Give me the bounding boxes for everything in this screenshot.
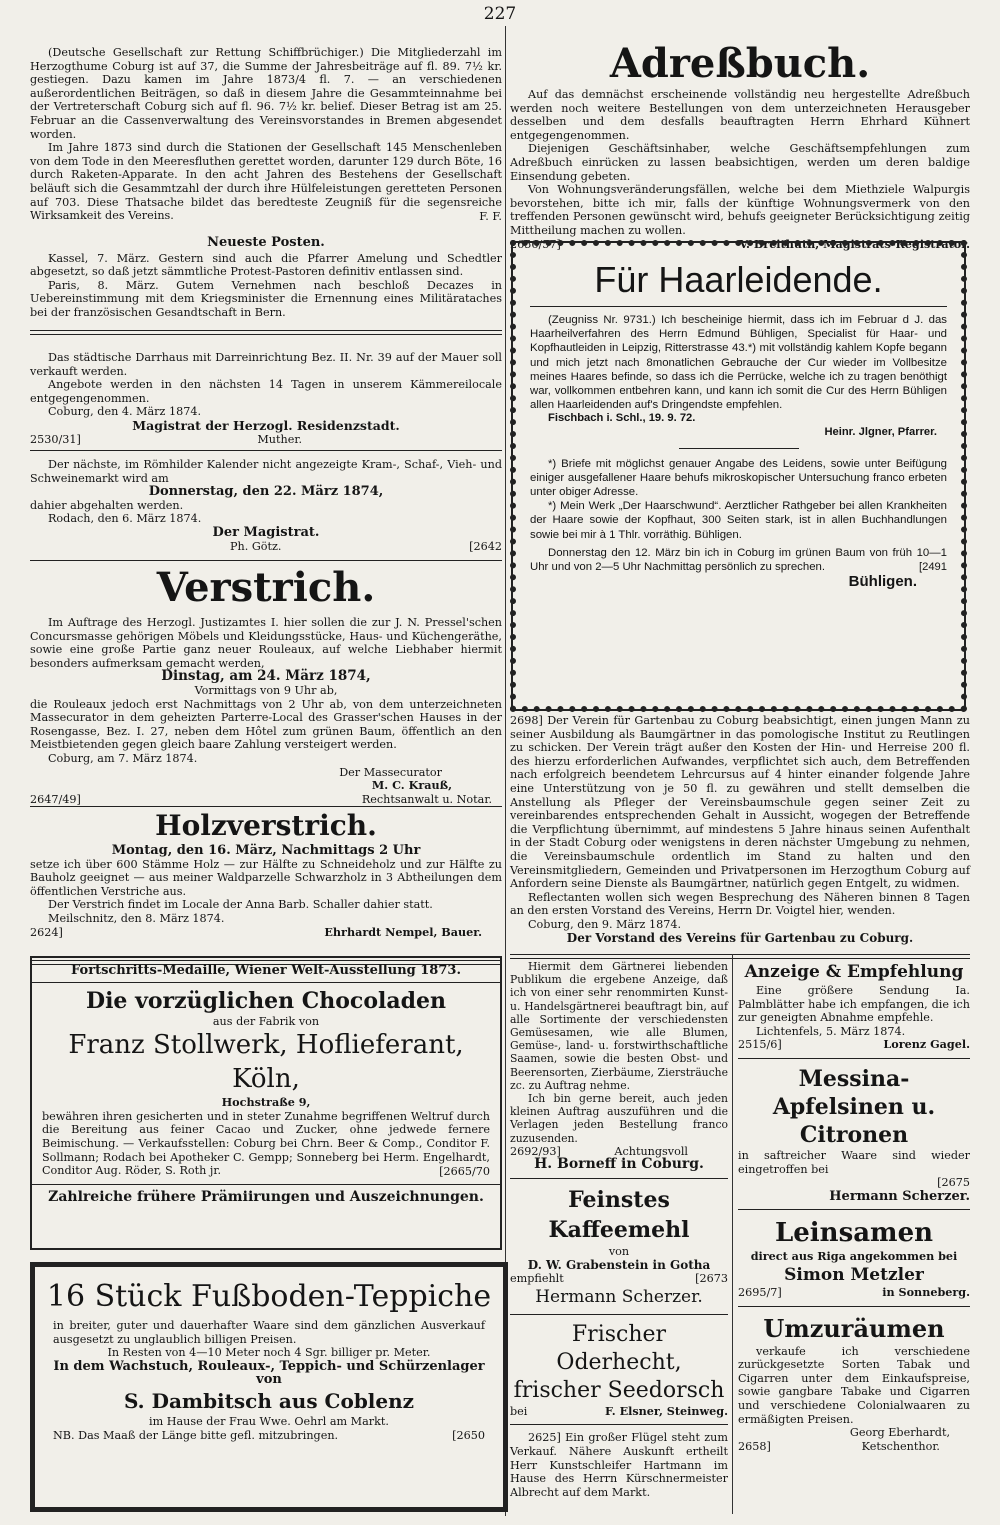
- kaffee-name: Hermann Scherzer.: [535, 1286, 703, 1307]
- verstrich-time: Vormittags von 9 Uhr ab,: [194, 683, 338, 697]
- kaffee-sub: von: [608, 1245, 630, 1259]
- teppich-paragraph-1: in breiter, guter und dauerhafter Waare sind dem gänzlichen Ausverkauf ausgesetzt zu unglaublich billigen Preisen.: [53, 1319, 485, 1346]
- holz-date-line: Montag, den 16. März, Nachmittags 2 Uhr: [111, 843, 421, 858]
- choco-paragraph: bewähren ihren gesicherten und in steter Zunahme begriffenen Weltruf durch die Bereitung aus feiner Cacao und Zucker, ohne jedwede fernere Beimischung. — Verkaufsstellen: Coburg bei Chrn. Beer & Comp., Conditor F. Sollmann; Rodach bei Apotheker C. Gempp; Sonneberg bei Herm. Engelhardt, Conditor Aug. Röder, S. Roth jr.: [42, 1109, 490, 1178]
- rettung-paragraph-1: (Deutsche Gesellschaft zur Rettung Schiffbrüchiger.) Die Mitgliederzahl im Herzogthume Coburg ist auf 37, die Summe der Jahresbeiträge auf fl. 89. 7½ kr. gestiegen. Dazu kamen im Jahre 1873/4 fl. 7. — an verschiedenen außerordentlichen Beiträgen, so daß in diesem Jahre die Gesammteinnahme bei der Vertreterschaft Coburg sich auf fl. 96. 7½ kr. belief. Dieser Betrag ist am 25. Februar an die Cassenverwaltung des Vereinsvorstandes in Bremen abgesendet worden.: [30, 46, 502, 141]
- leinsamen-ref: 2695/7]: [738, 1285, 782, 1299]
- haar-ref: [2491: [919, 561, 947, 574]
- choco-firm: Franz Stollwerk, Hoflieferant, Köln,: [68, 1030, 464, 1095]
- markt-signer: Ph. Götz.: [230, 539, 282, 553]
- verstrich-paragraph-1: Im Auftrage des Herzogl. Justizamtes I. hier sollen die zur J. N. Pressel'schen Concursmasse gehörigen Möbels und Kleidungsstücke, Haus- und Küchengeräthe, sowie eine große Partie ganz neuer Rouleaux, auf welche Liebhaber hiermit besonders aufmerksam gemacht werden,: [30, 616, 502, 670]
- haar-name: Bühligen.: [848, 572, 917, 590]
- garten-paragraph-2: Reflectanten wollen sich wegen Besprechung des Näheren binnen 8 Tagen an den ersten Vorstand des Vereins, Herrn Dr. Voigtel hier, wenden.: [510, 890, 970, 918]
- kaffee-title: Feinstes Kaffeemehl: [548, 1187, 690, 1244]
- right-subcolumn-left: [510, 960, 728, 1499]
- holz-ref: 2624]: [30, 925, 63, 939]
- holz-paragraph-2: Der Verstrich findet im Locale der Anna Barb. Schaller dahier statt.: [48, 898, 433, 912]
- umzug-place: Ketschenthor.: [861, 1439, 940, 1453]
- choco-street: Hochstraße 9,: [221, 1095, 311, 1110]
- haar-title: Für Haarleidende.: [530, 254, 947, 307]
- holz-title: Holzverstrich.: [155, 809, 377, 842]
- gaertnerei-closing: Achtungsvoll: [614, 1144, 688, 1158]
- garten-footer: Der Vorstand des Vereins für Gartenbau zu Coburg.: [566, 930, 914, 945]
- haar-paragraph-4: Donnerstag den 12. März bin ich in Coburg im grünen Baum von früh 10—1 Uhr und von 2—5 Uhr Nachmittag persönlich zu sprechen.: [530, 546, 947, 574]
- right-subcolumn-right: [738, 960, 970, 1453]
- section-rule: [30, 330, 502, 335]
- adressbuch-paragraph-3: Von Wohnungsveränderungsfällen, welche bei dem Miethziele Walpurgis bevorstehen, bitte ich mir, falls der künftige Wohnungsvermerk von den treffenden Personen gewünscht wird, behufs geeigneter Berücksichtigung zeitig Mittheilung machen zu wollen.: [510, 183, 970, 237]
- verstrich-ref: 2647/49]: [30, 792, 81, 806]
- verstrich-notice: [30, 564, 502, 806]
- markt-paragraph-2: dahier abgehalten werden.: [30, 498, 184, 512]
- haar-paragraph-1: (Zeugniss Nr. 9731.) Ich bescheinige hiermit, dass ich im Februar d J. das Haarheilverfahren des Herrn Edmund Bühligen, Specialist für Haar- und Kopfhautleiden in Leipzig, Ritterstrasse 43.*) mit vollständig kahlem Kopfe begann und mich jetzt nach 8monatlichen Gebrauche der Cur wieder im Vollbesitze meines Haares befinde, so dass ich die Perrücke, welche ich zu tragen benöthigt war, vollkommen entbehren kann, und kann ich somit die Cur des Herrn Bühligen allen Haarleidenden auf's Dringendste empfehlen.: [530, 314, 947, 412]
- teppich-firm: S. Dambitsch aus Coblenz: [123, 1388, 415, 1413]
- page-number: 227: [483, 4, 517, 24]
- verstrich-date-line: Dinstag, am 24. März 1874,: [161, 668, 371, 685]
- teppich-ad: [30, 1262, 508, 1512]
- choco-ref: [2665/70: [439, 1164, 490, 1178]
- teppich-ref: [2650: [452, 1428, 485, 1442]
- haar-ad: [510, 237, 967, 712]
- markt-notice: [30, 458, 502, 553]
- darrhaus-paragraph-1: Das städtische Darrhaus mit Darreinrichtung Bez. II. Nr. 39 auf der Mauer soll verkauft werden.: [30, 351, 502, 378]
- verstrich-name: M. C. Krauß,: [371, 778, 452, 793]
- markt-date-line: Donnerstag, den 22. März 1874,: [148, 484, 384, 500]
- garten-paragraph-1: 2698] Der Verein für Gartenbau zu Coburg beabsichtigt, einen jungen Mann zu seiner Ausbildung als Baumgärtner in das pomologische Institut zu Reutlingen zu schicken. Der Verein trägt außer den Kosten der Hin- und Herreise 200 fl. des hierzu erforderlichen Aufwandes, verpflichtet sich auch, dem Betreffenden nach erfolgreich beendetem Lehrcursus auf 4 hinter einander folgende Jahre eine Unterstützung von je 50 fl. zu gewähren und stellt demselben die Anstellung als Pfleger der Vereinsbaumschule gegen seiner Zeit zu vereinbarendes entsprechenden Gehalt in Aussicht, wogegen der Betreffende die Verpflichtung übernimmt, auf mindestens 5 Jahre hinaus seinen Aufenthalt in der Stadt Coburg oder wenigstens in deren nächster Umgebung zu nehmen, die Vereinsbaumschule ordentlich im Stand zu halten und den Vereinsmitgliedern, Gemeinden und Privatpersonen im Herzogthum Coburg auf Anfordern seine Dienste als Baumgärtner, natürlich gegen Entgelt, zu widmen.: [510, 714, 970, 891]
- gaertnerei-firm: H. Borneff in Coburg.: [534, 1156, 704, 1173]
- palmen-notice: [738, 960, 970, 1052]
- verstrich-title: Verstrich.: [156, 564, 376, 611]
- adressbuch-paragraph-1: Auf das demnächst erscheinende vollständig neu hergestellte Adreßbuch werden noch weitere Bestellungen von dem unterzeichneten Herausgeber desselben und dem desfalls beauftragten Herrn Ehrhard Kühnert entgegengenommen.: [510, 88, 970, 142]
- markt-paragraph: Der nächste, im Römhilder Kalender nicht angezeigte Kram-, Schaf-, Vieh- und Schweinemarkt wird am: [30, 458, 502, 485]
- fisch-title-1: Frischer Oderhecht,: [556, 1321, 682, 1375]
- darrhaus-authority: Magistrat der Herzogl. Residenzstadt.: [132, 417, 400, 433]
- rettung-paragraph-2: Im Jahre 1873 sind durch die Stationen der Gesellschaft 145 Menschenleben von dem Tode in den Meeresfluthen gerettet worden, darunter 129 durch Böte, 16 durch Raketen-Apparate. In den acht Jahren des Bestehens der Gesellschaft beläuft sich die Gesammtzahl der durch ihre Hülfeleistungen geretteten Personen auf 703. Diese Thatsache bildet das beredteste Zeugniß für die segensreiche Wirksamkeit des Vereins.: [30, 141, 502, 223]
- choco-title: Die vorzüglichen Chocoladen: [85, 987, 446, 1014]
- adressbuch-paragraph-2: Diejenigen Geschäftsinhaber, welche Geschäftsempfehlungen zum Adreßbuch einrücken zu lassen beabsichtigen, werden um deren baldige Einsendung gebeten.: [510, 142, 970, 183]
- haar-paragraph-2: *) Briefe mit möglichst genauer Angabe des Leidens, sowie unter Beifügung einiger ausgefallener Haare behufs mikroskopischer Untersuchung franco erbeten unter obiger Adresse.: [530, 457, 947, 499]
- choco-footer: Zahlreiche frühere Prämiirungen und Auszeichnungen.: [48, 1189, 484, 1206]
- chocolate-ad: [30, 956, 502, 1250]
- neueste-paragraph-2: Paris, 8. März. Gutem Vernehmen nach beschloß Decazes in Uebereinstimmung mit dem Kriegsminister die Ernennung eines Militärataches bei der französischen Gesandtschaft in Bern.: [30, 278, 502, 319]
- fluegel-notice: 2625] Ein großer Flügel steht zum Verkauf. Nähere Auskunft ertheilt Herr Kunstschleifer Hartmann im Hause des Herrn Kürschnermeister Albrecht auf dem Markt.: [510, 1431, 728, 1499]
- umzug-notice: [738, 1313, 970, 1454]
- gaertnerei-paragraph-1: Hiermit dem Gärtnerei liebenden Publikum die ergebene Anzeige, daß ich von einer sehr renommirten Kunst- u. Handelsgärtnerei beauftragt bin, auf alle Sortimente der verschiedensten Gemüsesamen, wie alle Blumen, Gemüse-, land- u. forstwirthschaftliche Saamen, sowie die besten Obst- und Beerensorten, Zierbäume, Ziersträuche zc. zu Auftrag nehme.: [510, 960, 728, 1092]
- holz-signer: Ehrhardt Nempel, Bauer.: [324, 924, 482, 939]
- verstrich-title-2: Rechtsanwalt u. Notar.: [361, 792, 492, 806]
- palmen-ref: 2515/6]: [738, 1038, 782, 1052]
- darrhaus-paragraph-2: Angebote werden in den nächsten 14 Tagen in unserem Kämmereilocale entgegengenommen.: [30, 378, 502, 405]
- rettung-article: [30, 46, 502, 223]
- teppich-paragraph-3: In dem Wachstuch, Rouleaux-, Teppich- und Schürzenlager von: [53, 1358, 485, 1388]
- teppich-title: 16 Stück Fußboden-Teppiche: [46, 1279, 492, 1314]
- haar-paragraph-3: *) Mein Werk „Der Haarschwund“. Aerztlicher Rathgeber bei allen Krankheiten der Haare sowie der Kopfhaut, 300 Seiten stark, ist in allen Buchhandlungen sowie bei mir à 1 Thlr. vorräthig. Bühligen.: [530, 500, 947, 541]
- subcolumn-divider: [732, 954, 733, 1514]
- leinsamen-place: in Sonneberg.: [882, 1284, 970, 1299]
- teppich-paragraph-2: In Resten von 4—10 Meter noch 4 Sgr. billiger pr. Meter.: [107, 1346, 431, 1360]
- umzug-paragraph: verkaufe ich verschiedene zurückgesetzte Sorten Tabak und Cigarren unter dem Einkaufspreise, sowie gangbare Tabake und Cigarren und verschiedene Colonialwaaren zu ermäßigten Preisen.: [738, 1344, 970, 1426]
- leinsamen-title: Leinsamen: [774, 1218, 934, 1249]
- section-rule: [510, 954, 970, 959]
- gaertnerei-notice: [510, 960, 728, 1172]
- umzug-name: Georg Eberhardt,: [849, 1426, 950, 1440]
- markt-ref: [2642: [469, 539, 502, 553]
- messina-notice: [738, 1065, 970, 1203]
- leinsamen-notice: [738, 1216, 970, 1299]
- holz-paragraph-1: setze ich über 600 Stämme Holz — zur Hälfte zu Schneideholz und zur Hälfte zu Bauholz geeignet — aus meiner Waldparzelle Schwarzholz in 3 Abtheilungen dem öffentlichen Verstriche aus.: [30, 857, 502, 898]
- gaertnerei-ref: 2692/93]: [510, 1144, 561, 1158]
- darrhaus-notice: [30, 351, 502, 446]
- fisch-title-2: frischer Seedorsch: [513, 1377, 725, 1403]
- adressbuch-ref: 2656/57]: [510, 237, 561, 251]
- neueste-paragraph-1: Kassel, 7. März. Gestern sind auch die Pfarrer Amelung und Schedtler abgesetzt, so daß jetzt sämmtliche Protest-Pastoren definitiv entlassen sind.: [30, 251, 502, 279]
- leinsamen-paragraph: direct aus Riga angekommen bei: [750, 1249, 958, 1264]
- darrhaus-ref: 2530/31]: [30, 432, 81, 446]
- gaertnerei-paragraph-2: Ich bin gerne bereit, auch jeden kleinen Auftrag auszuführen und die Verlagen jeden Bestellung franco zuzusenden.: [510, 1092, 728, 1145]
- adressbuch-title: Adreßbuch.: [609, 40, 871, 87]
- darrhaus-date: Coburg, den 4. März 1874.: [48, 405, 202, 419]
- umzug-title: Umzuräumen: [763, 1313, 945, 1343]
- garten-date: Coburg, den 9. März 1874.: [528, 917, 682, 931]
- section-rule: [30, 560, 502, 561]
- neueste-title: Neueste Posten.: [207, 235, 325, 250]
- verstrich-role: Der Massecurator: [339, 765, 442, 779]
- umzug-ref: 2658]: [738, 1439, 771, 1453]
- adressbuch-signer: V. Breithuth, Magistrats-Registrator.: [739, 236, 970, 251]
- fisch-firm: F. Elsner, Steinweg.: [604, 1403, 728, 1418]
- kaffee-notice: [510, 1185, 728, 1308]
- messina-title: Messina-Apfelsinen u. Citronen: [772, 1065, 936, 1148]
- fisch-bei: bei: [510, 1404, 528, 1418]
- messina-name: Hermann Scherzer.: [829, 1188, 970, 1204]
- markt-place-date: Rodach, den 6. März 1874.: [48, 512, 202, 526]
- palmen-title: Anzeige & Empfehlung: [744, 962, 964, 982]
- rettung-signature: F. F.: [479, 209, 502, 223]
- choco-header: Fortschritts-Medaille, Wiener Welt-Ausstellung 1873.: [71, 963, 461, 978]
- holz-place-date: Meilschnitz, den 8. März 1874.: [48, 911, 225, 925]
- haar-place: Fischbach i. Schl., 19. 9. 72.: [548, 412, 696, 425]
- leinsamen-name: Simon Metzler: [784, 1264, 924, 1285]
- kaffee-firm: D. W. Grabenstein in Gotha: [527, 1257, 711, 1272]
- teppich-paragraph-4: im Hause der Frau Wwe. Oehrl am Markt.: [149, 1414, 389, 1428]
- adressbuch-notice: [510, 40, 970, 251]
- kaffee-ref: [2673: [695, 1272, 728, 1286]
- choco-sub: aus der Fabrik von: [212, 1014, 320, 1028]
- messina-ref: [2675: [937, 1176, 970, 1190]
- palmen-signer: Lorenz Gagel.: [883, 1037, 970, 1052]
- kaffee-recommend: empfiehlt: [510, 1272, 564, 1286]
- verstrich-paragraph-2: die Rouleaux jedoch erst Nachmittags von 2 Uhr ab, von dem unterzeichneten Massecurator in dem geheizten Parterre-Local des Grasser'schen Hauses in der Rosengasse, Bez. I. 27, neben dem Hôtel zum grünen Baum, öffentlich an den Meistbietenden gegen gleich baare Zahlung versteigert werden.: [30, 697, 502, 752]
- fisch-notice: [510, 1321, 728, 1419]
- holz-notice: [30, 808, 502, 939]
- haar-signer: Heinr. Jlgner, Pfarrer.: [824, 426, 937, 439]
- teppich-nb: NB. Das Maaß der Länge bitte gefl. mitzubringen.: [53, 1428, 339, 1442]
- verstrich-date: Coburg, am 7. März 1874.: [48, 751, 198, 765]
- gartenbau-notice: [510, 714, 970, 945]
- section-rule: [30, 450, 502, 451]
- palmen-paragraph: Eine größere Sendung Ia. Palmblätter habe ich empfangen, die ich zur geneigten Abnahme empfehle.: [738, 984, 970, 1025]
- palmen-place-date: Lichtenfels, 5. März 1874.: [756, 1024, 906, 1038]
- markt-authority: Der Magistrat.: [212, 524, 320, 540]
- darrhaus-signer: Muther.: [257, 432, 302, 446]
- section-rule: [30, 806, 502, 807]
- neueste-posten: [30, 236, 502, 320]
- messina-paragraph: in saftreicher Waare sind wieder eingetroffen bei: [738, 1148, 970, 1176]
